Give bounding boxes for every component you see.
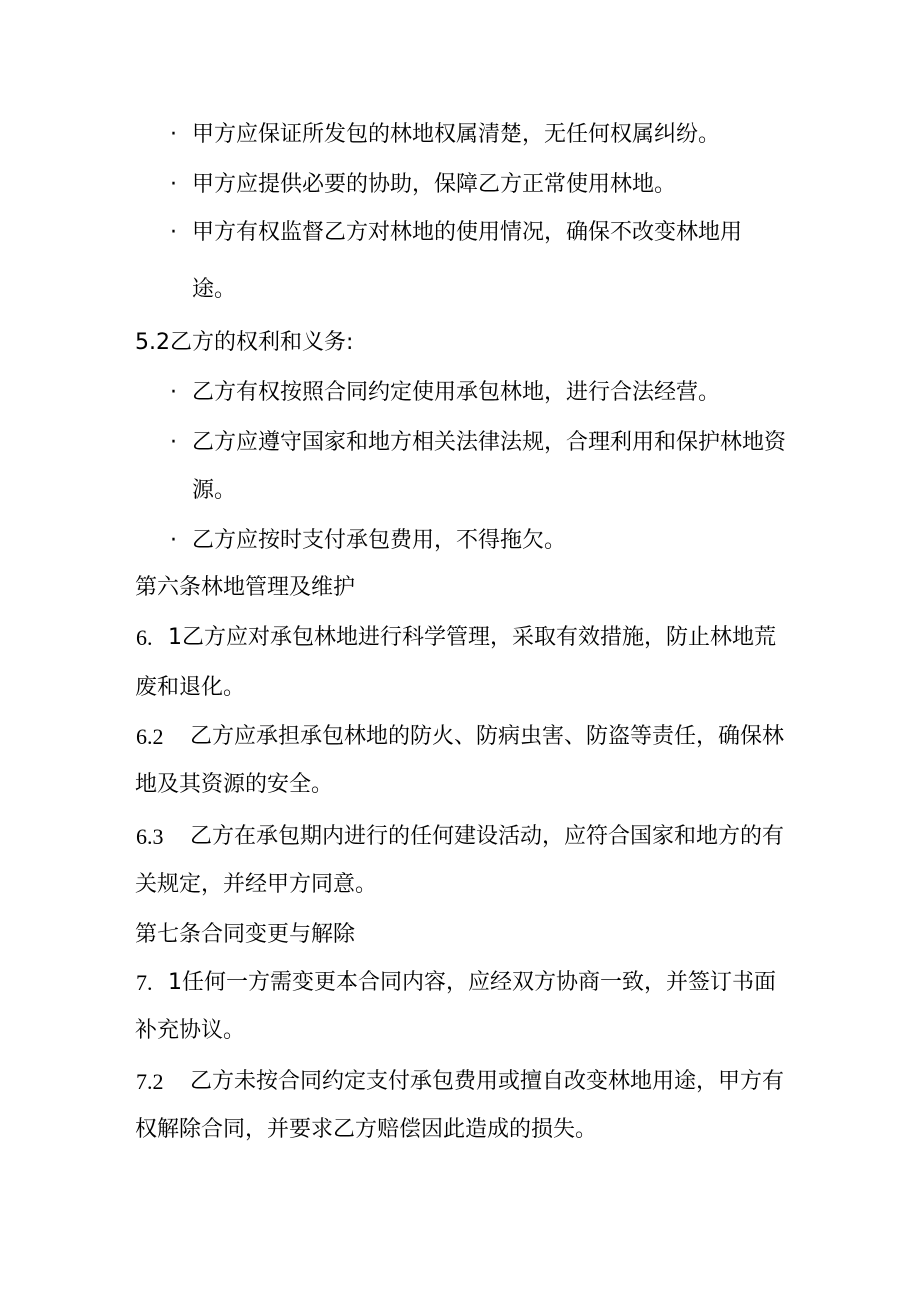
bullet-dot: · bbox=[170, 172, 177, 197]
bullet-text: 甲方有权监督乙方对林地的使用情况，确保不改变林地用 bbox=[192, 220, 743, 245]
clause-number: 6.2 bbox=[136, 724, 164, 749]
bullet-item bbox=[170, 218, 742, 248]
bullet-text: 甲方应提供必要的协助，保障乙方正常使用林地。 bbox=[192, 172, 677, 197]
clause-number: 7.2 bbox=[136, 1069, 164, 1094]
clause-text: 乙方应承担承包林地的防火、防病虫害、防盗等责任，确保林 bbox=[190, 724, 785, 749]
clause-number: 6.3 bbox=[136, 824, 164, 849]
bullet-dot: · bbox=[170, 122, 177, 147]
clause-text-continuation: 地及其资源的安全。 bbox=[135, 772, 334, 797]
bullet-item bbox=[170, 526, 566, 556]
bullet-continuation: 源。 bbox=[192, 478, 237, 503]
clause-number: 6. bbox=[136, 625, 153, 650]
bullet-text: 乙方有权按照合同约定使用承包林地，进行合法经营。 bbox=[192, 380, 721, 405]
bullet-item bbox=[170, 428, 786, 458]
clause-text-continuation: 废和退化。 bbox=[135, 675, 246, 700]
bullet-dot: · bbox=[170, 220, 177, 245]
bullet-text: 乙方应按时支付承包费用，不得拖欠。 bbox=[192, 528, 567, 553]
bullet-item bbox=[170, 170, 676, 200]
article-title-7: 第七条合同变更与解除 bbox=[135, 922, 356, 947]
clause-text: 乙方未按合同约定支付承包费用或擅自改变林地用途，甲方有 bbox=[190, 1069, 785, 1094]
bullet-continuation: 途。 bbox=[192, 277, 237, 302]
clause-text-continuation: 补充协议。 bbox=[135, 1018, 246, 1043]
clause-text: 1任何一方需变更本合同内容，应经双方协商一致，并签订书面 bbox=[168, 970, 776, 995]
bullet-dot: · bbox=[170, 528, 177, 553]
clause-text-continuation: 权解除合同，并要求乙方赔偿因此造成的损失。 bbox=[135, 1117, 598, 1142]
clause-number: 7. bbox=[136, 970, 153, 995]
bullet-text: 乙方应遵守国家和地方相关法律法规，合理利用和保护林地资 bbox=[192, 430, 787, 455]
bullet-dot: · bbox=[170, 430, 177, 455]
clause-text: 1乙方应对承包林地进行科学管理，采取有效措施，防止林地荒 bbox=[168, 625, 776, 650]
bullet-text: 甲方应保证所发包的林地权属清楚，无任何权属纠纷。 bbox=[192, 122, 721, 147]
clause-text: 乙方在承包期内进行的任何建设活动，应符合国家和地方的有 bbox=[190, 824, 785, 849]
section-heading-5-2: 5.2乙方的权利和义务: bbox=[135, 330, 354, 355]
article-title-6: 第六条林地管理及维护 bbox=[135, 575, 356, 600]
bullet-item bbox=[170, 120, 720, 150]
bullet-item bbox=[170, 378, 720, 408]
clause-text-continuation: 关规定，并经甲方同意。 bbox=[135, 872, 378, 897]
bullet-dot: · bbox=[170, 380, 177, 405]
